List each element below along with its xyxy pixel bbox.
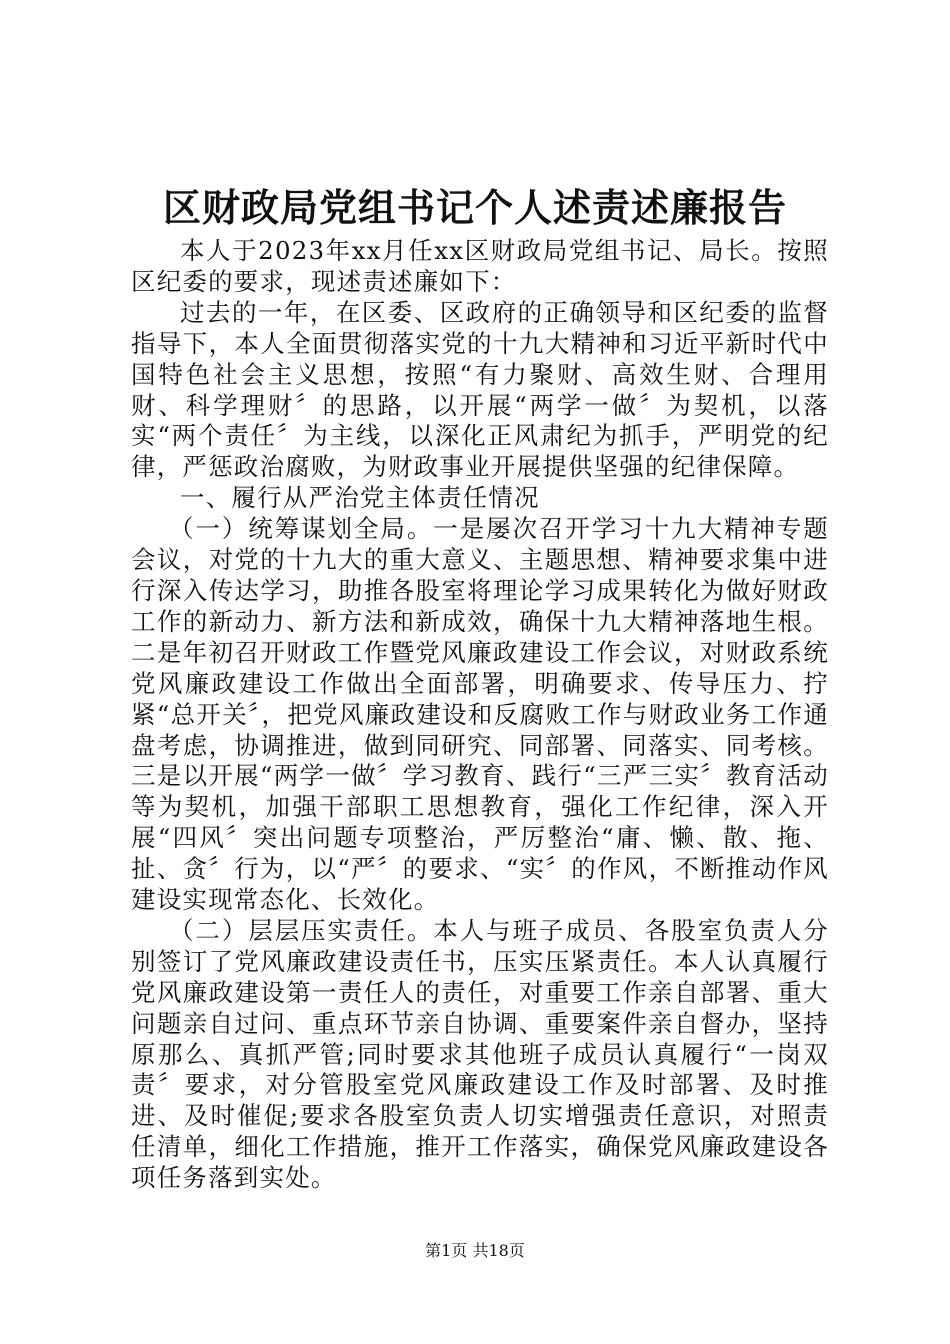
paragraph-overview: 过去的一年，在区委、区政府的正确领导和区纪委的监督指导下，本人全面贯彻落实党的十九大精神和习近平新时代中国特色社会主义思想，按照“有力聚财、高效生财、合理用财、科学理财〞的思路，以开展“两学一做〞为契机，以落实“两个责任〞为主线，以深化正风肃纪为抓手，严明党的纪律，严惩政治腐败，为财政事业开展提供坚强的纪律保障。 xyxy=(131,297,829,482)
page-footer: 第1页 共18页 xyxy=(425,1241,525,1260)
document-title: 区财政局党组书记个人述责述廉报告 xyxy=(162,185,787,230)
paragraph-intro: 本人于2023年xx月任xx区财政局党组书记、局长。按照区纪委的要求，现述责述廉如下： xyxy=(131,236,829,296)
document-body xyxy=(131,236,829,1194)
paragraph-subsection-1: （一）统筹谋划全局。一是屡次召开学习十九大精神专题会议，对党的十九大的重大意义、主题思想、精神要求集中进行深入传达学习，助推各股室将理论学习成果转化为做好财政工作的新动力、新方法和新成效，确保十九大精神落地生根。二是年初召开财政工作暨党风廉政建设工作会议，对财政系统党风廉政建设工作做出全面部署，明确要求、传导压力、拧紧“总开关〞，把党风廉政建设和反腐败工作与财政业务工作通盘考虑，协调推进，做到同研究、同部署、同落实、同考核。三是以开展“两学一做〞学习教育、践行“三严三实〞教育活动等为契机，加强干部职工思想教育，强化工作纪律，深入开展“四风〞突出问题专项整治，严厉整治“庸、懒、散、拖、扯、贪〞行为，以“严〞的要求、“实〞的作风，不断推动作风建设实现常态化、长效化。 xyxy=(131,514,829,915)
paragraph-subsection-2: （二）层层压实责任。本人与班子成员、各股室负责人分别签订了党风廉政建设责任书，压实压紧责任。本人认真履行党风廉政建设第一责任人的责任，对重要工作亲自部署、重大问题亲自过问、重点环节亲自协调、重要案件亲自督办，坚持原那么、真抓严管;同时要求其他班子成员认真履行“一岗双责〞要求，对分管股室党风廉政建设工作及时部署、及时推进、及时催促;要求各股室负责人切实增强责任意识，对照责任清单，细化工作措施，推开工作落实，确保党风廉政建设各项任务落到实处。 xyxy=(131,915,829,1193)
section-heading: 一、履行从严治党主体责任情况 xyxy=(180,483,540,513)
